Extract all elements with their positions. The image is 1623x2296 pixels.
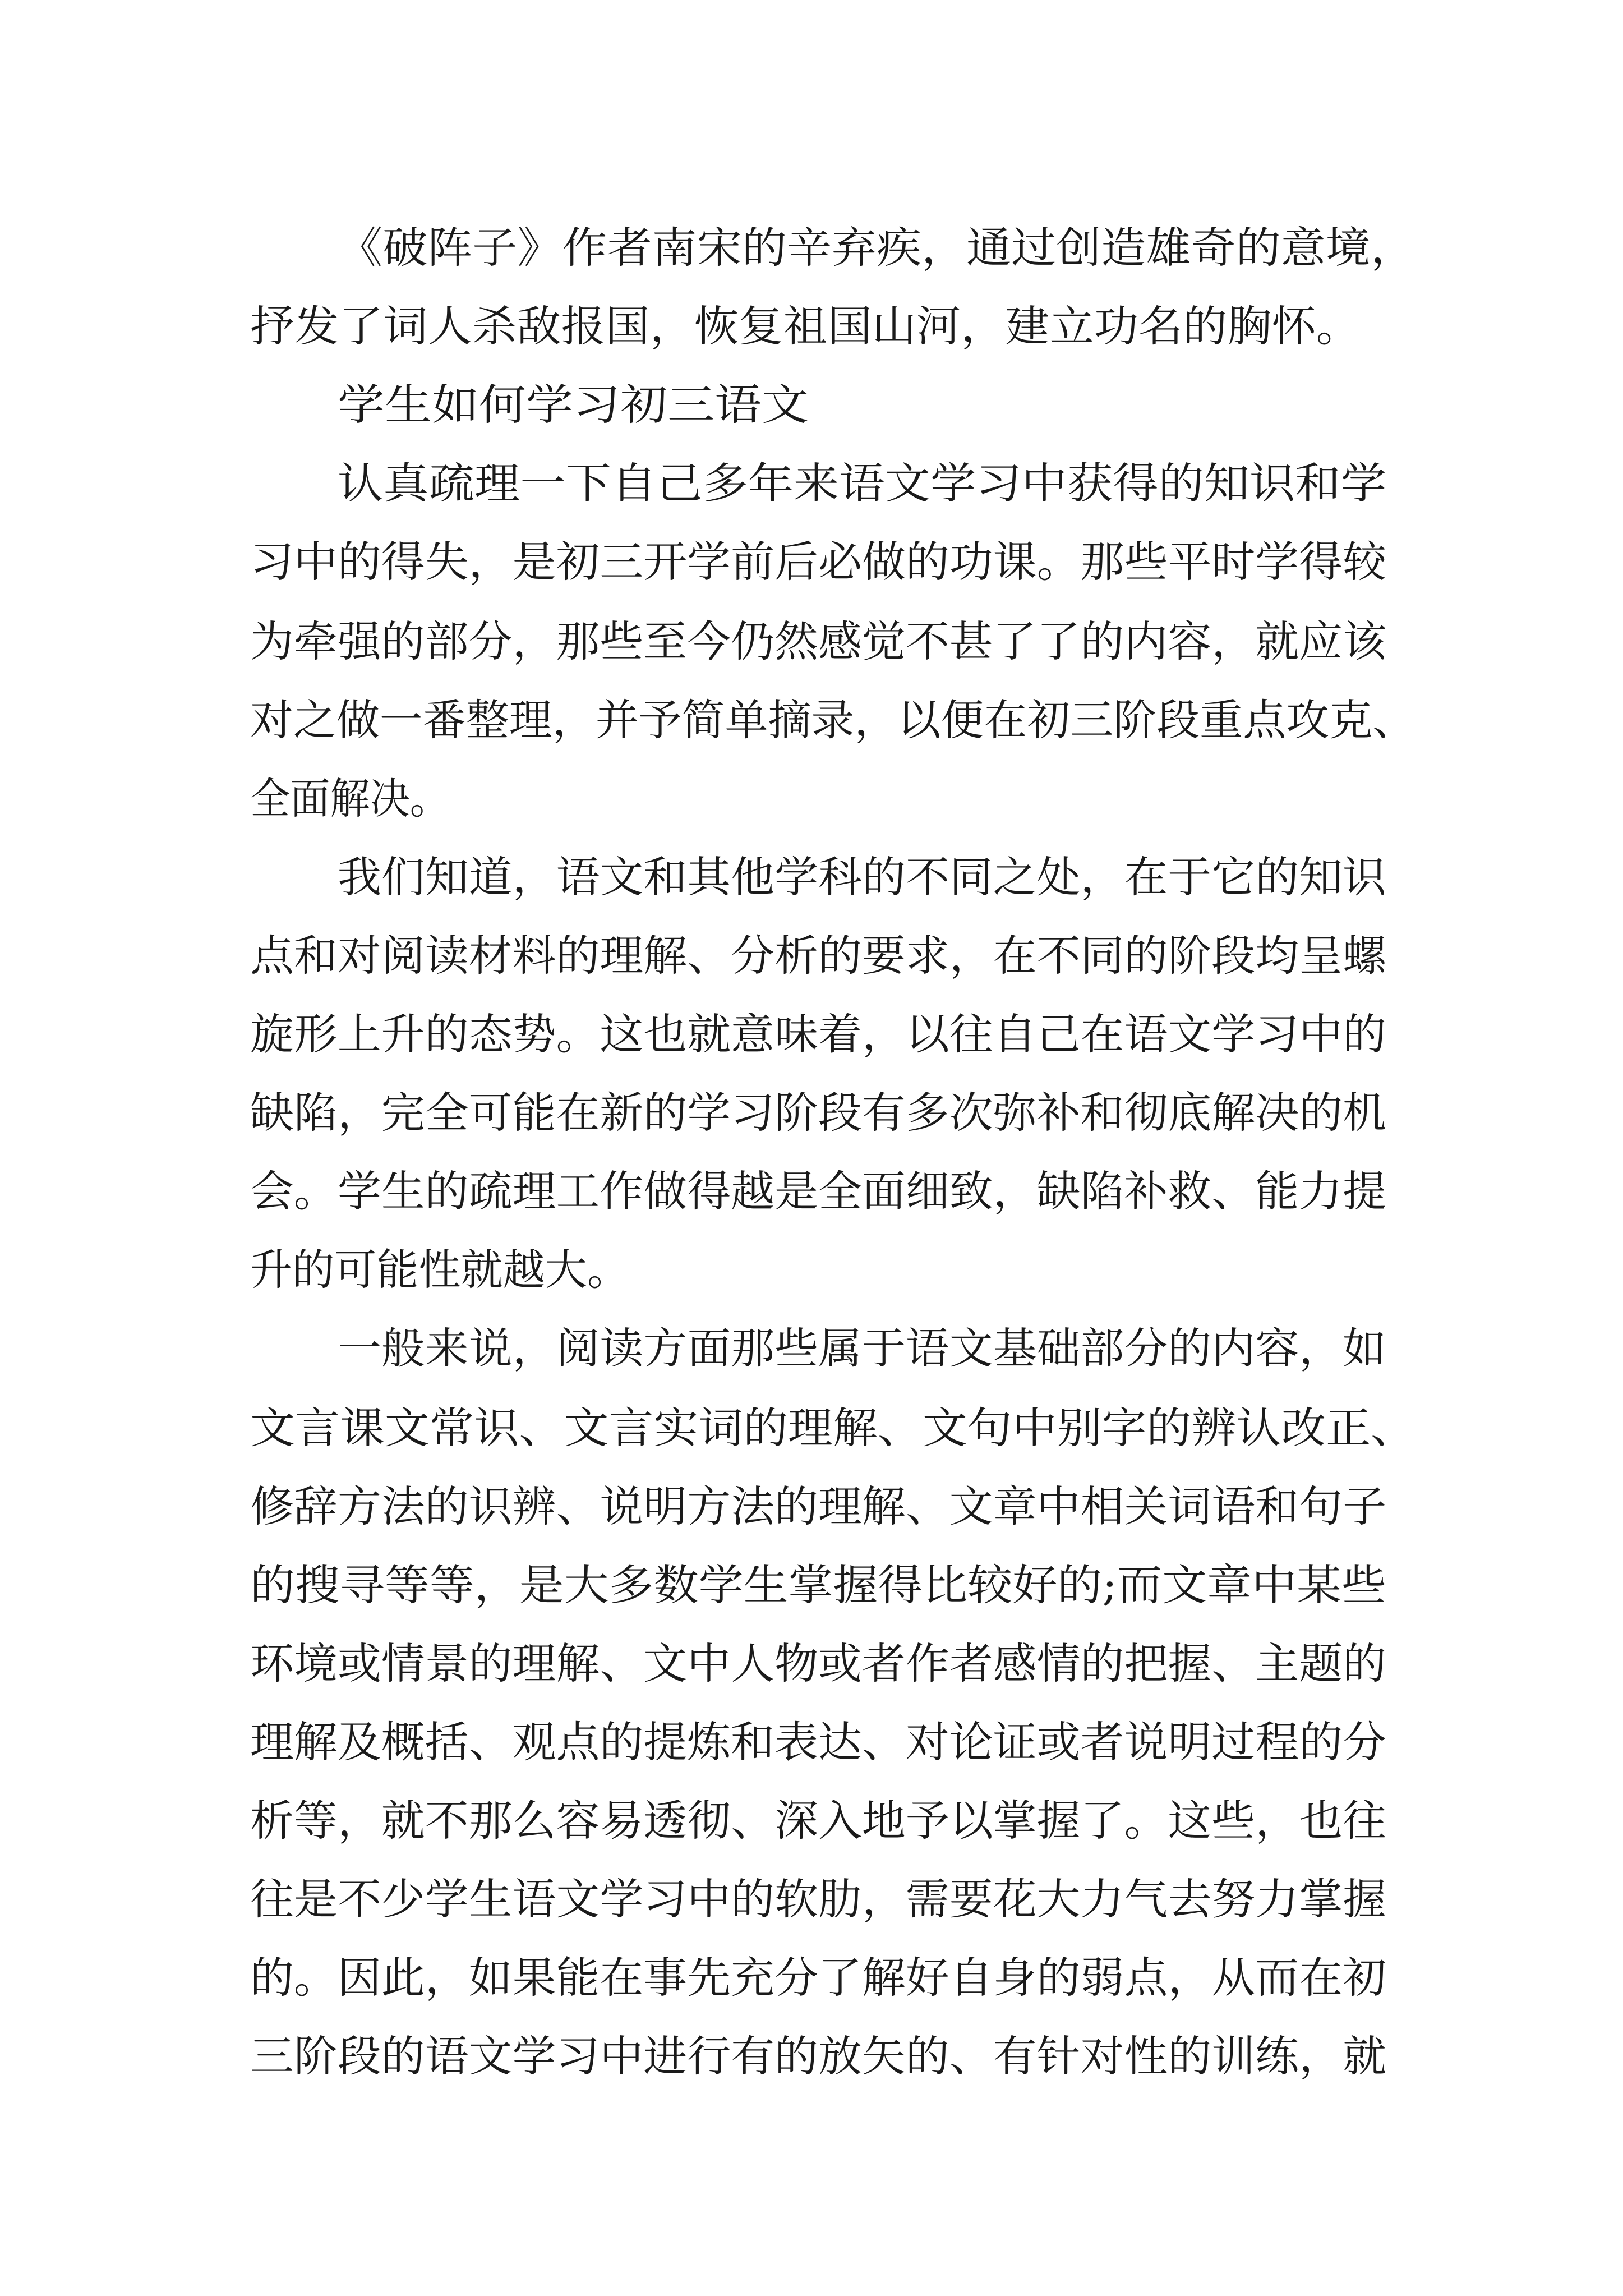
text-line: [0, 282, 1623, 371]
text-line: [0, 832, 1623, 922]
text-line-content: 文言课文常识、文言实词的理解、文句中别字的辨认改正、: [250, 1403, 1415, 1453]
text-line-content: 的。因此，如果能在事先充分了解好自身的弱点，从而在初: [250, 1953, 1386, 2003]
text-line-content: 的搜寻等等，是大多数学生掌握得比较好的;而文章中某些: [250, 1560, 1386, 1610]
text-line: [0, 990, 1623, 1079]
section-heading-text: 学生如何学习初三语文: [338, 380, 809, 430]
text-line: [0, 1147, 1623, 1236]
text-line: [0, 439, 1623, 528]
text-line: [0, 1068, 1623, 1158]
text-line-content: 抒发了词人杀敌报国，恢复祖国山河，建立功名的胸怀。: [250, 301, 1361, 351]
text-line: [0, 1855, 1623, 1944]
text-line-content: 往是不少学生语文学习中的软肋，需要花大力气去努力掌握: [250, 1874, 1386, 1924]
text-line-content: 修辞方法的识辨、说明方法的理解、文章中相关词语和句子: [250, 1481, 1386, 1531]
text-line-content: 旋形上升的态势。这也就意味着，以往自己在语文学习中的: [250, 1009, 1386, 1059]
text-line-content: 升的可能性就越大。: [250, 1245, 629, 1295]
text-line: [0, 1776, 1623, 1866]
text-line: [0, 2012, 1623, 2101]
text-line-content: 点和对阅读材料的理解、分析的要求，在不同的阶段均呈螺: [250, 931, 1386, 981]
text-line-content: 会。学生的疏理工作做得越是全面细致，缺陷补救、能力提: [250, 1166, 1386, 1216]
text-line-content: 习中的得失，是初三开学前后必做的功课。那些平时学得较: [250, 537, 1386, 587]
text-line: [0, 517, 1623, 607]
text-line: [0, 675, 1623, 765]
text-line: [0, 1462, 1623, 1552]
text-line-content: 析等，就不那么容易透彻、深入地予以掌握了。这些，也往: [250, 1796, 1386, 1846]
text-line-content: 为牵强的部分，那些至今仍然感觉不甚了了的内容，就应该: [250, 616, 1386, 666]
text-line: [0, 1540, 1623, 1630]
text-line: [0, 1697, 1623, 1787]
text-line-content: 理解及概括、观点的提炼和表达、对论证或者说明过程的分: [250, 1717, 1386, 1767]
text-line-content: 我们知道，语文和其他学科的不同之处，在于它的知识: [338, 852, 1386, 902]
section-heading: [0, 360, 1623, 450]
text-line: [0, 1619, 1623, 1709]
text-line-content: 一般来说，阅读方面那些属于语文基础部分的内容，如: [338, 1323, 1386, 1373]
text-line-content: 环境或情景的理解、文中人物或者作者感情的把握、主题的: [250, 1639, 1386, 1688]
text-line-content: 全面解决。: [250, 774, 450, 823]
text-line: [0, 597, 1623, 687]
text-line-content: 认真疏理一下自己多年来语文学习中获得的知识和学: [338, 458, 1387, 508]
text-line-content: 《破阵子》作者南宋的辛弃疾，通过创造雄奇的意境，: [338, 223, 1415, 273]
text-line: [0, 203, 1623, 293]
text-line: [0, 911, 1623, 1001]
text-line-content: 对之做一番整理，并予简单摘录，以便在初三阶段重点攻克、: [250, 695, 1416, 745]
text-line: [0, 1304, 1623, 1393]
text-line: [0, 1225, 1623, 1315]
text-line: [0, 1933, 1623, 2023]
text-line: [0, 754, 1623, 844]
text-line: [0, 1383, 1623, 1473]
text-line-content: 缺陷，完全可能在新的学习阶段有多次弥补和彻底解决的机: [250, 1088, 1386, 1138]
text-line-content: 三阶段的语文学习中进行有的放矢的、有针对性的训练，就: [250, 2031, 1386, 2081]
